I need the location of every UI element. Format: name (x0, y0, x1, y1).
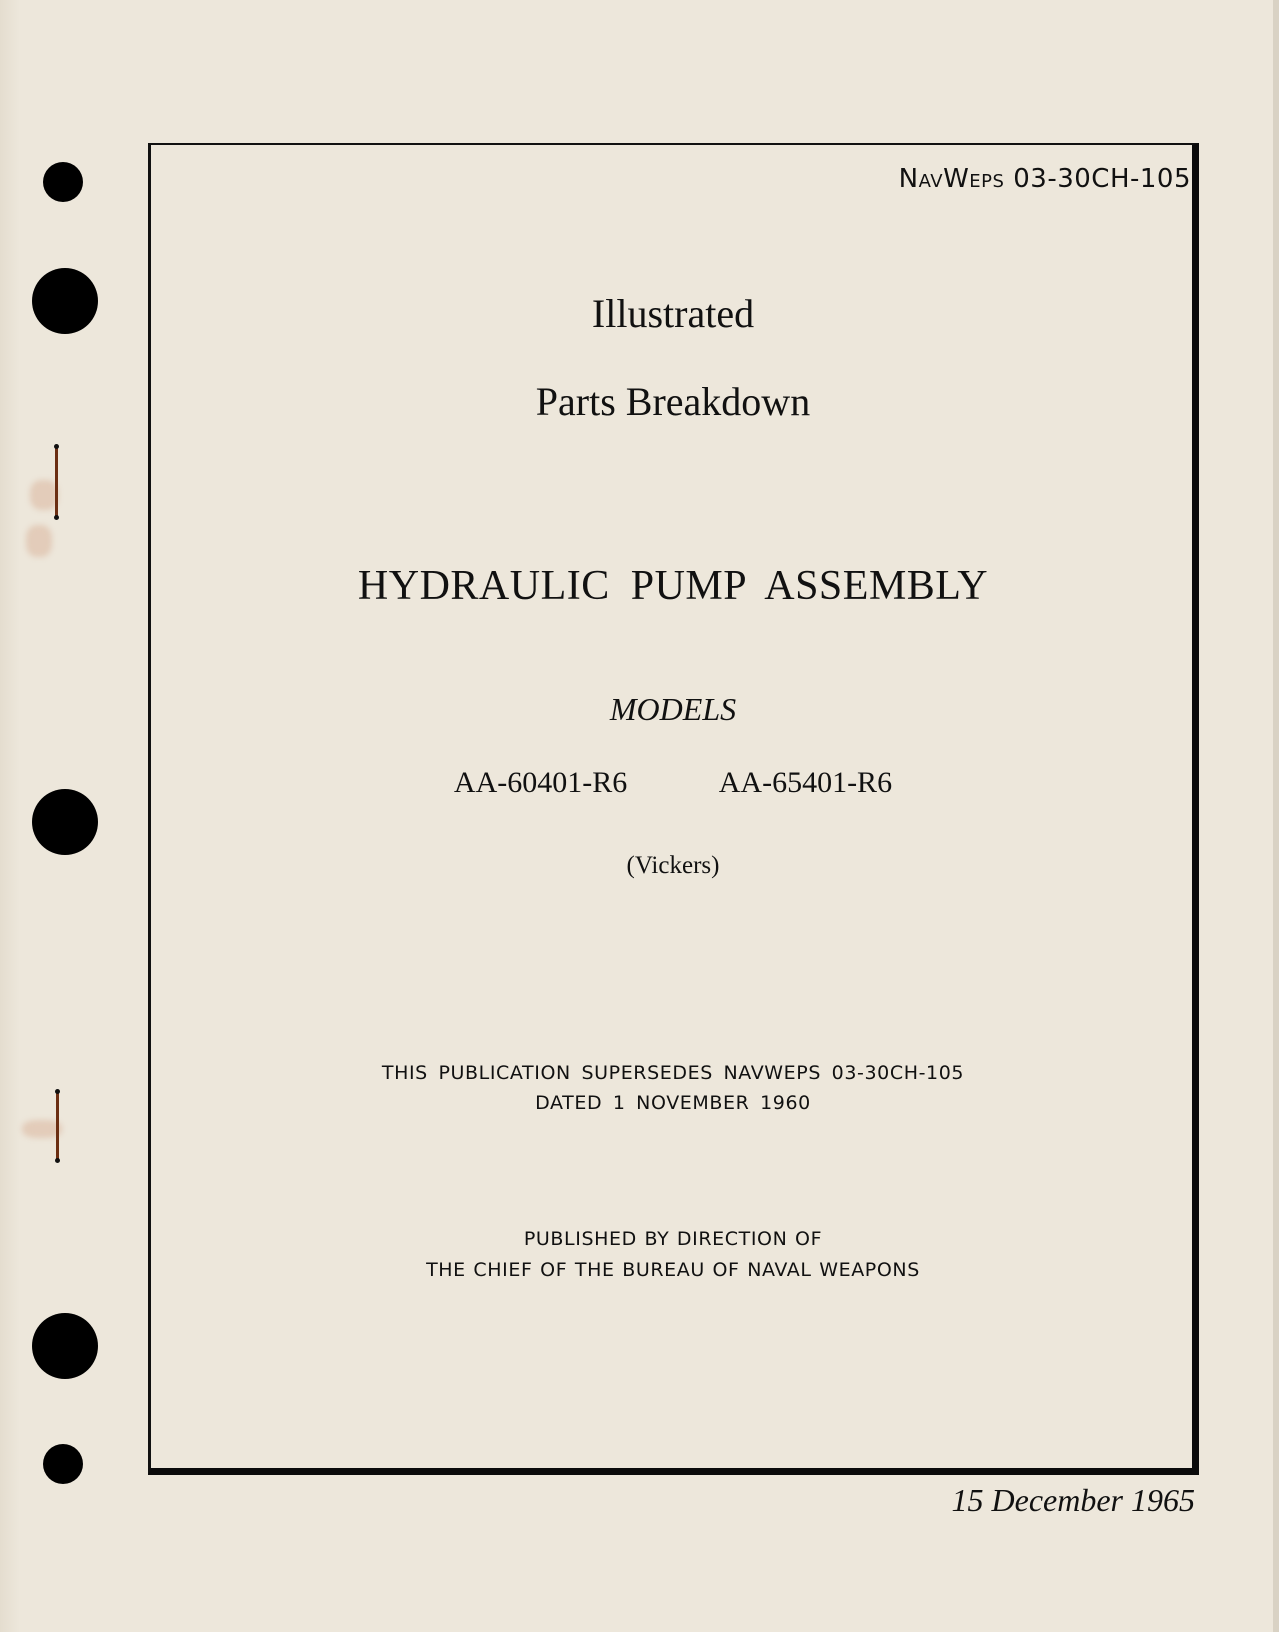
punch-hole-icon (32, 268, 98, 334)
title-line-2: Parts Breakdown (535, 379, 811, 424)
model-number: AA-65401-R6 (718, 766, 893, 799)
punch-hole-icon (32, 1313, 98, 1379)
rust-stain (26, 525, 52, 557)
rust-stain (30, 480, 58, 510)
staple-icon (56, 1091, 59, 1161)
punch-hole-icon (43, 1444, 83, 1484)
supersedes-notice-line-2: DATED 1 NOVEMBER 1960 (535, 1092, 811, 1114)
manufacturer: (Vickers) (626, 852, 720, 879)
models-list (148, 766, 1198, 800)
models-heading: MODELS (609, 691, 737, 727)
publication-date: 15 December 1965 (951, 1482, 1195, 1518)
punch-hole-icon (32, 789, 98, 855)
document-number (899, 164, 1191, 194)
supersedes-notice-line-1: THIS PUBLICATION SUPERSEDES NAVWEPS 03-30CH-105 (381, 1062, 965, 1084)
document-number-prefix: NavWeps (898, 164, 1005, 194)
model-number: AA-60401-R6 (453, 766, 628, 799)
title-line-1: Illustrated (591, 291, 755, 336)
document-number-value: 03-30CH-105 (1013, 164, 1191, 194)
publisher-line-1: PUBLISHED BY DIRECTION OF (523, 1228, 823, 1250)
punch-hole-icon (43, 162, 83, 202)
page-left-edge (0, 0, 20, 1632)
subject-title: HYDRAULIC PUMP ASSEMBLY (357, 563, 989, 609)
staple-icon (55, 446, 58, 518)
page-right-edge (1273, 0, 1279, 1632)
publisher-line-2: THE CHIEF OF THE BUREAU OF NAVAL WEAPONS (426, 1259, 920, 1281)
